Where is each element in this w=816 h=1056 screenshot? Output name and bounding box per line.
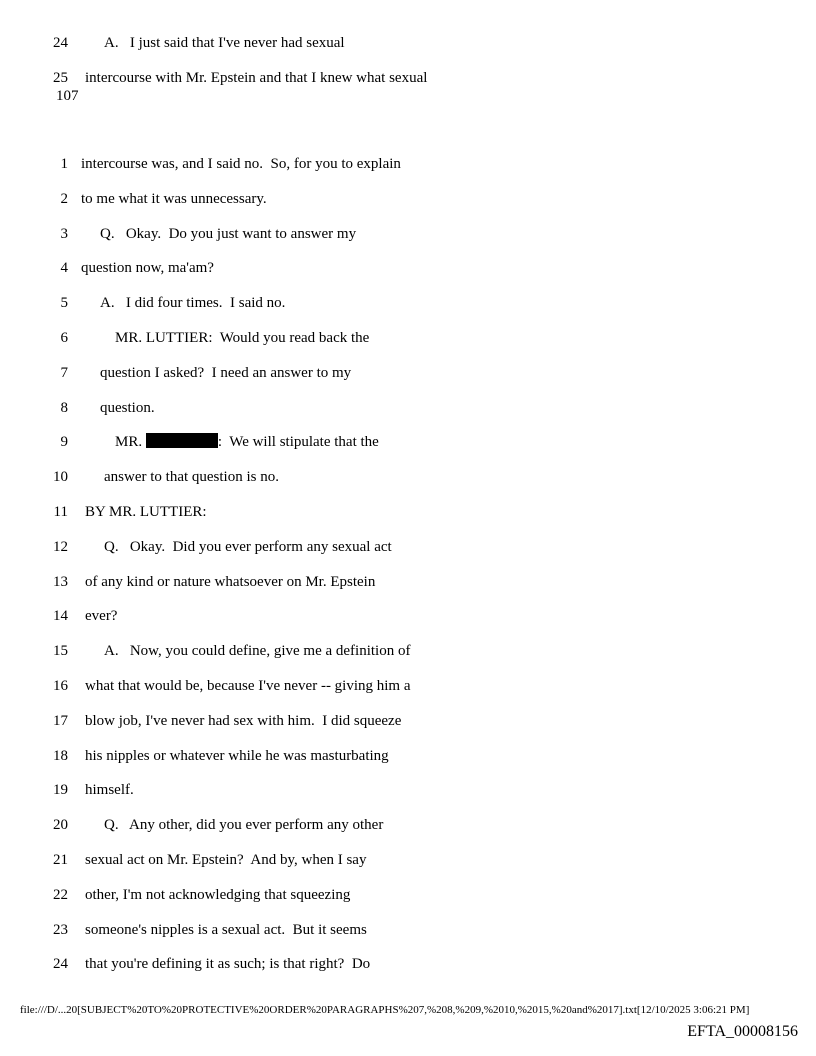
line-text: question. [100,399,155,416]
line-number: 12 [53,538,68,555]
line-text: someone's nipples is a sexual act. But it seems [85,921,367,938]
line-text: question now, ma'am? [81,260,214,277]
line-number: 2 [60,190,68,207]
line-text: what that would be, because I've never -- giving him a [85,678,411,694]
line-text: Q. Okay. Did you ever perform any sexual act [104,538,392,555]
line-text: of any kind or nature whatsoever on Mr. Epstein [85,573,376,590]
line-text: answer to that question is no. [104,469,279,486]
line-text: that you're defining it as such; is that right? Do [85,956,371,973]
line-number: 14 [53,608,68,625]
line-number: 21 [53,852,68,868]
line-number: 4 [60,260,68,277]
line-number: 1 [60,156,68,172]
line-text: intercourse with Mr. Epstein and that I knew what sexual [85,70,428,86]
line-number: 3 [60,225,68,242]
line-number: 6 [60,330,68,346]
line-number: 20 [53,817,68,834]
page-number: 107 [56,88,79,104]
line-number: 11 [53,504,68,520]
redaction-block [146,433,218,448]
line-number: 9 [60,434,68,451]
bates-number: EFTA_00008156 [687,1023,798,1040]
line-text: A. I did four times. I said no. [100,295,286,312]
line-text: Q. Any other, did you ever perform any other [104,817,384,834]
line-number: 5 [60,295,68,312]
line-text: Q. Okay. Do you just want to answer my [100,225,357,242]
line-number: 7 [60,364,68,381]
line-text: intercourse was, and I said no. So, for you to explain [81,156,401,172]
line-text-before-redaction: MR. [115,434,146,451]
line-number: 19 [53,782,68,799]
line-number: 8 [60,399,68,416]
line-text: blow job, I've never had sex with him. I did squeeze [85,712,402,729]
line-text [115,433,379,451]
file-path-footer: file:///D/...20[SUBJECT%20TO%20PROTECTIVE%20ORDER%20PARAGRAPHS%207,%208,%209,%2010,%2015,%20and%2017].txt[12/10/2025 3:06:21 PM] [20,1004,750,1016]
line-number: 24 [53,956,68,973]
line-text: A. Now, you could define, give me a definition of [104,643,411,660]
line-number: 25 [53,70,68,86]
line-text: MR. LUTTIER: Would you read back the [115,330,370,346]
line-text: his nipples or whatever while he was masturbating [85,747,389,764]
line-number: 22 [53,886,68,903]
line-text: A. I just said that I've never had sexual [104,35,345,51]
line-text: question I asked? I need an answer to my [100,364,352,381]
line-number: 16 [53,678,68,694]
line-number: 18 [53,747,68,764]
line-number: 23 [53,921,68,938]
line-number: 17 [53,712,68,729]
line-text: himself. [85,782,134,799]
line-text: BY MR. LUTTIER: [85,504,207,520]
line-number: 13 [53,573,68,590]
line-text: sexual act on Mr. Epstein? And by, when I say [85,852,367,868]
line-number: 10 [53,469,68,486]
line-text: to me what it was unnecessary. [81,190,267,207]
line-text: ever? [85,608,118,625]
line-number: 24 [53,35,68,51]
line-number: 15 [53,643,68,660]
line-text-after-redaction: : We will stipulate that the [217,434,379,451]
line-text: other, I'm not acknowledging that squeezing [85,886,351,903]
